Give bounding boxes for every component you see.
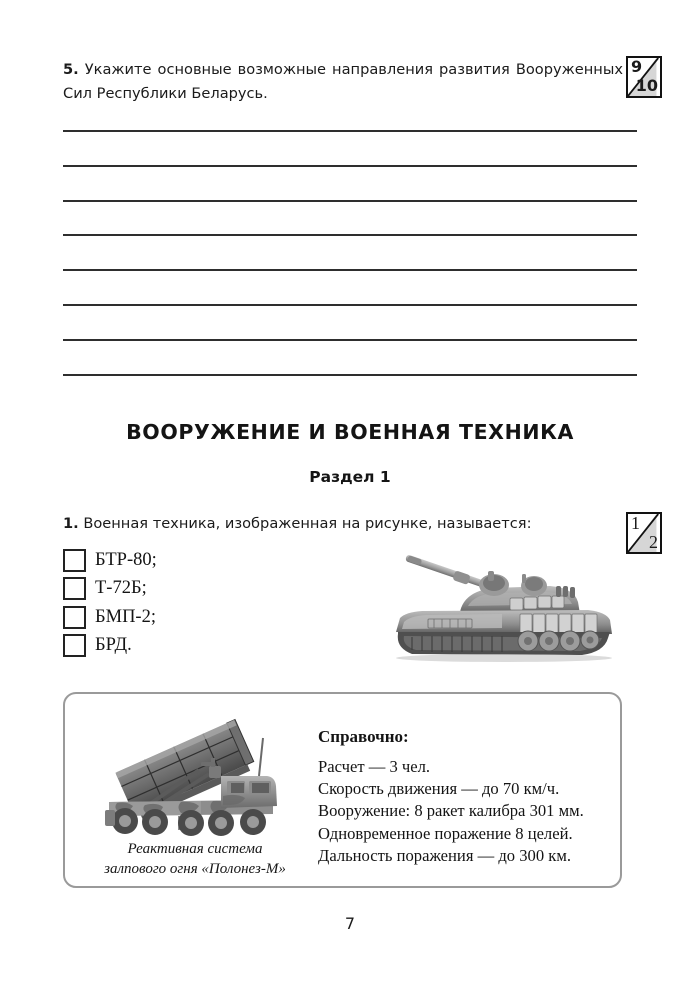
reference-text	[318, 726, 613, 867]
mlrs-caption-line-1: Реактивная система	[127, 841, 263, 857]
score-total: 2	[649, 532, 658, 552]
answer-line[interactable]	[63, 130, 637, 132]
question-1-text	[63, 512, 608, 536]
reference-line: Скорость движения — до 70 км/ч.	[318, 779, 560, 799]
answer-line[interactable]	[63, 339, 637, 341]
mlrs-caption	[71, 840, 319, 879]
score-box-question-1[interactable]	[626, 512, 662, 554]
option-label: БРД.	[95, 635, 132, 656]
subsection-title: Раздел 1	[309, 468, 391, 486]
option-checkbox[interactable]	[63, 577, 86, 600]
question-1-number: 1.	[63, 515, 79, 532]
question-5-number: 5.	[63, 61, 79, 78]
reference-line: Расчет — 3 чел.	[318, 757, 431, 776]
reference-heading: Справочно:	[318, 727, 409, 746]
mlrs-polonez-illustration-icon	[81, 702, 309, 842]
answer-line[interactable]	[63, 374, 637, 376]
option-row[interactable]	[63, 632, 363, 661]
reference-line: Дальность поражения — до 300 км.	[318, 845, 571, 865]
question-1-body: Военная техника, изображенная на рисунке, называется:	[83, 515, 532, 532]
option-row[interactable]	[63, 575, 363, 604]
answer-lines[interactable]	[63, 130, 637, 408]
option-row[interactable]	[63, 603, 363, 632]
mlrs-image	[81, 702, 309, 842]
answer-line[interactable]	[63, 304, 637, 306]
option-label: Т-72Б;	[95, 578, 147, 599]
reference-line: Одновременное поражение 8 целей.	[318, 823, 573, 843]
question-5-text	[63, 58, 623, 106]
option-label: БМП-2;	[95, 606, 156, 627]
page-number: 7	[344, 914, 356, 933]
tank-image	[382, 540, 627, 665]
score-earned: 1	[631, 513, 640, 533]
question-1-options	[63, 546, 363, 660]
section-title: ВООРУЖЕНИЕ И ВОЕННАЯ ТЕХНИКА	[126, 420, 574, 444]
score-box-question-5[interactable]	[626, 56, 662, 98]
score-total: 10	[635, 76, 658, 95]
answer-line[interactable]	[63, 234, 637, 236]
option-checkbox[interactable]	[63, 549, 86, 572]
option-label: БТР-80;	[95, 549, 157, 570]
answer-line[interactable]	[63, 269, 637, 271]
answer-line[interactable]	[63, 165, 637, 167]
reference-line: Вооружение: 8 ракет калибра 301 мм.	[318, 801, 584, 821]
question-5	[63, 58, 623, 106]
tank-illustration-icon	[382, 540, 627, 665]
option-checkbox[interactable]	[63, 606, 86, 629]
option-checkbox[interactable]	[63, 634, 86, 657]
reference-info-box	[63, 692, 622, 888]
answer-line[interactable]	[63, 200, 637, 202]
question-5-body: Укажите основные возможные направления развития Вооруженных Сил Республики Беларусь.	[63, 61, 624, 102]
option-row[interactable]	[63, 546, 363, 575]
mlrs-caption-line-2: залпового огня «Полонез-М»	[104, 860, 286, 877]
question-1	[63, 512, 608, 536]
score-earned: 9	[631, 57, 643, 76]
